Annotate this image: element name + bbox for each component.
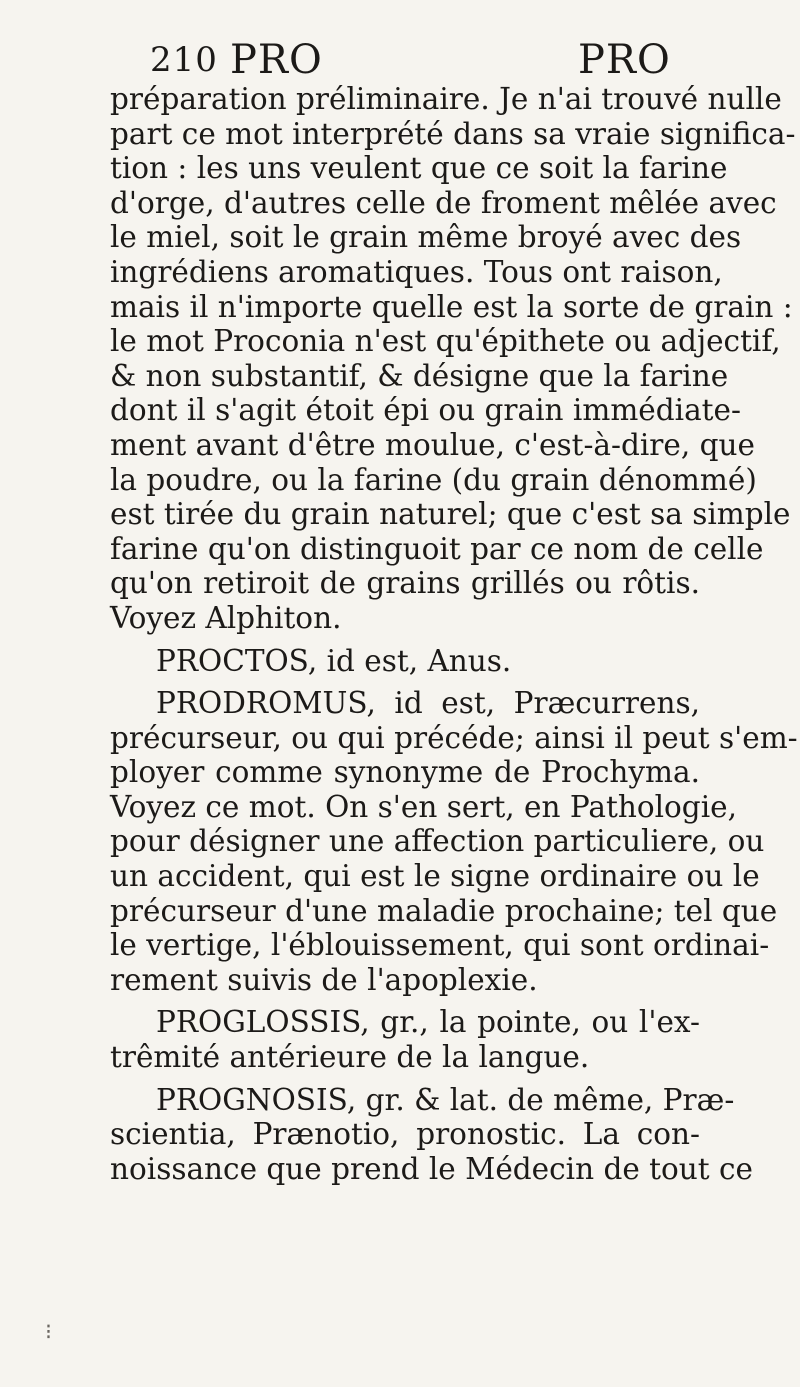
text-line: est tirée du grain naturel; que c'est sa simple <box>110 497 791 532</box>
entry-prognosis: PROGNOSIS, gr. & lat. de même, Præ- <box>156 1082 735 1117</box>
text-line: trêmité antérieure de la langue. <box>110 1040 590 1075</box>
text-line: préparation préliminaire. Je n'ai trouvé nulle <box>110 82 782 116</box>
text-line: & non substantif, & désigne que la farine <box>110 358 729 393</box>
text-line: dont il s'agit étoit épi ou grain immédiate- <box>110 393 741 428</box>
entry-proglossis: PROGLOSSIS, gr., la pointe, ou l'ex- <box>156 1005 700 1040</box>
text-line: tion : les uns veulent que ce soit la farine <box>110 151 728 186</box>
running-head-right: PRO <box>578 37 671 83</box>
page-text <box>110 82 798 1186</box>
entry-proctos: PROCTOS, id est, Anus. <box>156 643 512 678</box>
text-line: ingrédiens aromatiques. Tous ont raison, <box>110 254 723 289</box>
text-line: mais il n'importe quelle est la sorte de grain : <box>110 289 793 324</box>
text-line: le miel, soit le grain même broyé avec des <box>110 220 742 255</box>
page-header <box>150 30 690 90</box>
text-line: le vertige, l'éblouissement, qui sont ordinai- <box>110 928 770 963</box>
text-line: Voyez Alphiton. <box>110 600 342 635</box>
text-line: un accident, qui est le signe ordinaire ou le <box>110 859 760 894</box>
text-line: ment avant d'être moulue, c'est-à-dire, que <box>110 427 755 462</box>
text-line: le mot Proconia n'est qu'épithete ou adjectif, <box>110 324 781 359</box>
text-line: pour désigner une affection particuliere, ou <box>110 824 765 859</box>
text-line: part ce mot interprété dans sa vraie significa- <box>110 116 796 151</box>
margin-mark: ⁝ <box>45 1320 52 1345</box>
text-line: rement suivis de l'apoplexie. <box>110 962 538 997</box>
text-line: précurseur d'une maladie prochaine; tel que <box>110 893 778 928</box>
text-line: scientia, Prænotio, pronostic. La con- <box>110 1117 700 1152</box>
text-line: d'orge, d'autres celle de froment mêlée avec <box>110 185 777 220</box>
text-line: précurseur, ou qui précéde; ainsi il peut s'em- <box>110 720 798 755</box>
running-head-left: PRO <box>230 37 323 83</box>
text-line: noissance que prend le Médecin de tout ce <box>110 1151 753 1186</box>
text-line: farine qu'on distinguoit par ce nom de celle <box>110 531 764 566</box>
page-number: 210 <box>150 40 218 80</box>
entry-prodromus: PRODROMUS, id est, Præcurrens, <box>156 686 700 721</box>
text-line: ployer comme synonyme de Prochyma. <box>110 755 700 790</box>
text-line: la poudre, ou la farine (du grain dénommé) <box>110 462 757 497</box>
text-line: Voyez ce mot. On s'en sert, en Pathologie, <box>110 789 737 824</box>
text-line: qu'on retiroit de grains grillés ou rôtis. <box>110 566 700 601</box>
